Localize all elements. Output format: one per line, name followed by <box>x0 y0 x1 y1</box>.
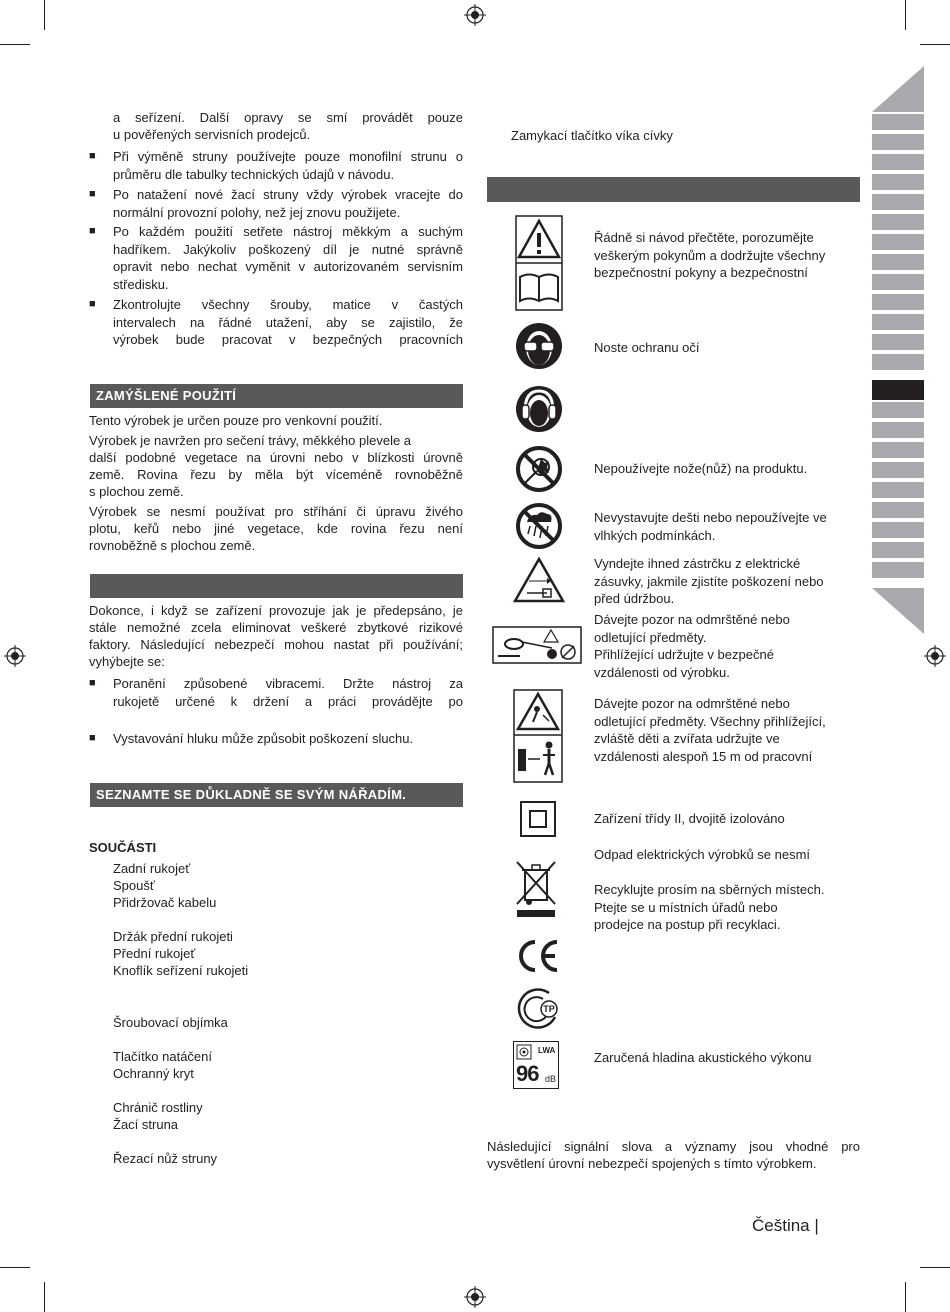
bullet-square-icon: ■ <box>89 677 96 689</box>
thrown-objects-icon <box>492 626 582 664</box>
active-language-tab <box>872 380 924 400</box>
crop-mark <box>44 0 45 30</box>
side-tab-top-corner <box>872 66 924 112</box>
part-item: Žací struna <box>113 1117 179 1132</box>
no-blades-icon <box>515 445 563 493</box>
symbol-description: Odpad elektrických výrobků se nesmí <box>594 847 811 862</box>
symbol-description: Zaručená hladina akustického výkonu <box>594 1050 812 1065</box>
bullet-square-icon: ■ <box>89 188 96 200</box>
part-item: Přední rukojeť <box>113 946 196 961</box>
bystander-distance-icon <box>513 689 563 783</box>
symbol-description: Vyndejte ihned zástrčku z elektrické zásuvky, jakmile zjistíte poškození nebo před údržbou. <box>594 556 824 606</box>
signal-words-text: Následující signální slova a významy jsou vhodné pro vysvětlení úrovní nebezpečí spojených s tímto výrobkem. <box>487 1139 860 1171</box>
gost-mark-icon <box>515 987 561 1031</box>
weee-bin-icon <box>515 860 559 918</box>
class-ii-icon <box>519 800 557 838</box>
know-your-tool-heading: SEZNAMTE SE DŮKLADNĚ SE SVÝM NÁŘADÍM. <box>90 783 463 807</box>
lwa-unit: dB <box>545 1074 557 1084</box>
symbol-description: Dávejte pozor na odmrštěné nebo odletující předměty. Všechny přihlížející, zvláště děti a zvířata udržujte ve vzdálenosti alespoň 15 m od pracovní <box>594 696 826 764</box>
symbol-description: Řádně si návod přečtěte, porozumějte veškerým pokynům a dodržujte všechny bezpečnostní pokyny a bezpečnostní <box>594 230 826 280</box>
part-item: Řezací nůž struny <box>113 1151 218 1166</box>
parts-heading: SOUČÁSTI <box>89 840 157 855</box>
spool-lock-label: Zamykací tlačítko víka cívky <box>511 128 673 143</box>
symbol-description: Nevystavujte dešti nebo nepoužívejte ve vlhkých podmínkách. <box>594 510 827 543</box>
registration-mark-icon <box>924 645 946 667</box>
crop-mark <box>905 1282 906 1312</box>
crop-mark <box>905 0 906 30</box>
bullet-square-icon: ■ <box>89 732 96 744</box>
no-rain-icon <box>515 502 563 550</box>
manual-warning-icon <box>515 215 563 311</box>
part-item: Tlačítko natáčení <box>113 1049 212 1064</box>
symbol-description: Nepoužívejte nože(nůž) na produktu. <box>594 461 808 476</box>
symbol-description: Dávejte pozor na odmrštěné nebo odletující předměty. Přihlížející udržujte v bezpečné vzdálenosti od výrobku. <box>594 612 790 680</box>
eye-protection-icon <box>515 322 563 370</box>
ce-mark-icon <box>515 938 561 974</box>
part-item: Knoflík seřízení rukojeti <box>113 963 249 978</box>
part-item: Ochranný kryt <box>113 1066 194 1081</box>
bullet-square-icon: ■ <box>89 298 96 310</box>
registration-mark-icon <box>4 645 26 667</box>
part-item: Chránič rostliny <box>113 1100 203 1115</box>
intended-use-text: Tento výrobek je určen pouze pro venkovní použití. Výrobek je navržen pro sečení trávy, měkkého plevele a další podobné vegetace na úrovni nebo v blízkosti úrovně země. Rovina řezu by měla být víceméně rovnoběžně s plochou země. Výrobek se nesmí používat pro stříhání či úpravu živého plotu, keřů nebo jiné vegetace, kde rovina řezu není rovnoběžně s plochou země. <box>89 413 463 553</box>
crop-mark <box>920 44 950 45</box>
lwa-label: LWA <box>538 1046 556 1055</box>
bullet-square-icon: ■ <box>89 225 96 237</box>
symbol-description: Zařízení třídy II, dvojitě izolováno <box>594 811 785 826</box>
symbol-description: Recyklujte prosím na sběrných místech. Ptejte se u místních úřadů nebo prodejce na postup při recyklaci. <box>594 882 825 932</box>
symbol-description: Noste ochranu očí <box>594 340 700 355</box>
svg-text:TP: TP <box>543 1004 555 1014</box>
sound-power-icon <box>513 1041 559 1089</box>
intended-use-heading: ZAMÝŠLENÉ POUŽITÍ <box>90 384 463 408</box>
crop-mark <box>0 44 30 45</box>
symbols-heading <box>487 177 860 202</box>
parts-list <box>113 860 413 1167</box>
part-item: Zadní rukojeť <box>113 861 191 876</box>
bullet-square-icon: ■ <box>89 150 96 162</box>
residual-risks-text: Dokonce, i když se zařízení provozuje jak je předepsáno, je stále nemožné zcela eliminovat veškeré zbytkové rizikové faktory. Následující nebezpečí mohou nastat při používání; vyhýbejte se: <box>89 603 463 669</box>
intro-text: a seřízení. Další opravy se smí provádět pouze u pověřených servisních prodejců. <box>113 110 463 142</box>
part-item: Spoušť <box>113 878 155 893</box>
lwa-value: 96 <box>516 1061 539 1086</box>
crop-mark <box>0 1267 30 1268</box>
part-item: Šroubovací objímka <box>113 1015 228 1030</box>
side-tab-bottom-corner <box>872 588 924 634</box>
registration-mark-icon <box>464 1286 486 1308</box>
part-item: Držák přední rukojeti <box>113 929 233 944</box>
crop-mark <box>920 1267 950 1268</box>
crop-mark <box>44 1282 45 1312</box>
part-item: Přidržovač kabelu <box>113 895 217 910</box>
unplug-warning-icon <box>513 557 565 603</box>
registration-mark-icon <box>464 4 486 26</box>
page-language-footer: Čeština | <box>752 1216 819 1235</box>
speaker-icon <box>516 1044 532 1060</box>
ear-protection-icon <box>515 385 563 433</box>
residual-risks-heading <box>90 574 463 598</box>
